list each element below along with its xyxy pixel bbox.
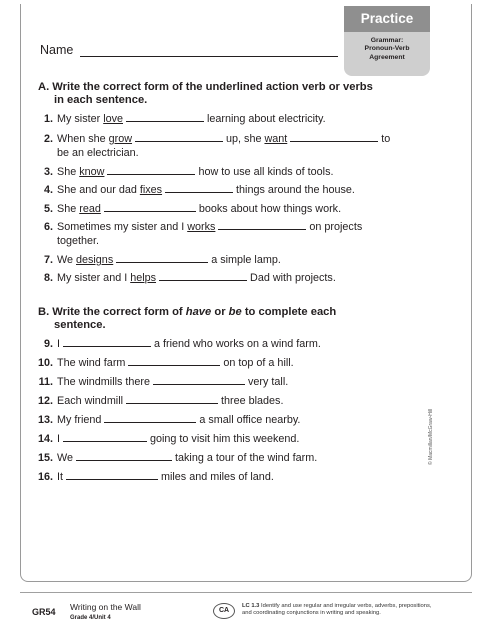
sentence-text: My sister [57, 113, 104, 125]
item-number: 15. [37, 452, 53, 464]
item-number: 7. [43, 254, 53, 266]
sentence-text: a simple lamp. [211, 254, 281, 266]
sentence-text: going to visit him this weekend. [150, 433, 300, 445]
section-a-heading-line-2: in each sentence. [54, 94, 148, 106]
answer-blank[interactable] [76, 450, 172, 461]
underlined-verb: want [264, 133, 288, 145]
underlined-verb: know [79, 166, 105, 178]
list-item [28, 469, 418, 484]
sentence-text: on projects [309, 221, 363, 233]
sentence-text: Each windmill [57, 395, 124, 407]
section-a-heading [38, 81, 428, 107]
practice-tab [344, 6, 430, 76]
answer-blank[interactable] [107, 164, 195, 175]
list-item [28, 355, 418, 370]
item-number: 2. [43, 133, 53, 145]
answer-blank[interactable] [128, 355, 220, 366]
sentence-text: She [57, 203, 80, 215]
item-number: 12. [37, 395, 53, 407]
underlined-verb: works [187, 221, 216, 233]
sentence-text: I [57, 433, 60, 445]
section-b-heading-line-2: sentence. [54, 319, 106, 331]
section-b-heading-have: have [185, 306, 212, 318]
list-item [28, 270, 418, 285]
standard-description: Identify and use regular and irregular verbs, adverbs, prepositions, and coordinating conjunctions in writing and speaking. [242, 603, 432, 617]
list-item [28, 111, 418, 126]
sentence-text: learning about electricity. [207, 113, 326, 125]
item-number: 4. [43, 184, 53, 196]
sentence-text: up, she [226, 133, 265, 145]
answer-blank[interactable] [153, 374, 245, 385]
practice-title: Practice [344, 6, 430, 32]
skill-label [344, 32, 430, 62]
answer-blank[interactable] [66, 469, 158, 480]
sentence-text: taking a tour of the wind farm. [175, 452, 318, 464]
ca-standard-icon-label: CA [218, 607, 230, 614]
sentence-text: When she [57, 133, 109, 145]
name-label: Name [40, 43, 74, 57]
item-number: 8. [43, 272, 53, 284]
list-item [28, 201, 418, 216]
sentence-text: things around the house. [236, 184, 355, 196]
sentence-text: We [57, 452, 74, 464]
copyright-notice: © Macmillan/McGraw-Hill [428, 408, 434, 465]
list-item [28, 336, 418, 351]
sentence-text: very tall. [248, 376, 289, 388]
list-item [28, 219, 418, 248]
section-b-heading-text: B. Write the correct form of [38, 306, 186, 318]
sentence-text: miles and miles of land. [161, 471, 274, 483]
sentence-text: how to use all kinds of tools. [198, 166, 334, 178]
sentence-continuation: together. [57, 235, 100, 247]
list-item [28, 450, 418, 465]
underlined-verb: fixes [139, 184, 163, 196]
item-number: 16. [37, 471, 53, 483]
answer-blank[interactable] [63, 336, 151, 347]
list-item [28, 393, 418, 408]
sentence-text: Dad with projects. [250, 272, 336, 284]
section-b-heading [38, 306, 428, 332]
underlined-verb: designs [76, 254, 114, 266]
skill-label-line-2: Pronoun-Verb [364, 45, 410, 53]
sentence-text: My friend [57, 414, 102, 426]
sentence-text: three blades. [221, 395, 284, 407]
grade-unit: Grade 4/Unit 4 [70, 615, 111, 621]
item-number: 6. [43, 221, 53, 233]
item-number: 3. [43, 166, 53, 178]
footer-divider [20, 592, 472, 593]
list-item [28, 164, 418, 179]
answer-blank[interactable] [63, 431, 147, 442]
standard-code: LC 1.3 [242, 603, 260, 609]
answer-blank[interactable] [165, 182, 233, 193]
item-number: 13. [37, 414, 53, 426]
list-item [28, 374, 418, 389]
answer-blank[interactable] [104, 201, 196, 212]
answer-blank[interactable] [116, 252, 208, 263]
sentence-text: a small office nearby. [199, 414, 301, 426]
underlined-verb: read [79, 203, 101, 215]
skill-label-line-3: Agreement [369, 53, 405, 61]
sentence-text: I [57, 338, 60, 350]
item-number: 14. [37, 433, 53, 445]
item-number: 9. [43, 338, 53, 350]
answer-blank[interactable] [126, 393, 218, 404]
standard-text [242, 603, 442, 618]
sentence-text: She and our dad [57, 184, 140, 196]
sentence-text: to [381, 133, 391, 145]
item-number: 11. [38, 376, 53, 388]
sentence-text: My sister and I [57, 272, 131, 284]
unit-title: Writing on the Wall [70, 602, 141, 612]
underlined-verb: love [103, 113, 123, 125]
answer-blank[interactable] [126, 111, 204, 122]
skill-label-line-1: Grammar: [370, 37, 404, 44]
answer-blank[interactable] [159, 270, 247, 281]
item-number: 1. [43, 113, 53, 125]
ca-standard-icon [213, 603, 235, 619]
underlined-verb: helps [130, 272, 157, 284]
list-item [28, 131, 418, 160]
sentence-text: It [57, 471, 63, 483]
list-item [28, 252, 418, 267]
section-b-heading-be: be [228, 306, 242, 318]
section-b-heading-text: to complete each [241, 306, 337, 318]
item-number: 5. [43, 203, 53, 215]
list-item [28, 431, 418, 446]
sentence-text: She [57, 166, 80, 178]
answer-blank[interactable] [290, 131, 378, 142]
section-b-heading-text: or [211, 306, 229, 318]
sentence-text: on top of a hill. [223, 357, 294, 369]
sentence-text: The windmills there [57, 376, 151, 388]
sentence-text: The wind farm [57, 357, 126, 369]
answer-blank[interactable] [135, 131, 223, 142]
page-code: GR54 [32, 607, 56, 617]
section-a-heading-line-1: A. Write the correct form of the underlined action verb or verbs [38, 81, 373, 93]
list-item [28, 182, 418, 197]
underlined-verb: grow [108, 133, 133, 145]
item-number: 10. [37, 357, 53, 369]
name-field[interactable] [80, 56, 338, 57]
sentence-continuation: be an electrician. [57, 147, 139, 159]
sentence-text: Sometimes my sister and I [57, 221, 188, 233]
sentence-text: books about how things work. [198, 203, 342, 215]
list-item [28, 412, 418, 427]
answer-blank[interactable] [218, 219, 306, 230]
sentence-text: We [57, 254, 76, 266]
answer-blank[interactable] [104, 412, 196, 423]
sentence-text: a friend who works on a wind farm. [154, 338, 321, 350]
